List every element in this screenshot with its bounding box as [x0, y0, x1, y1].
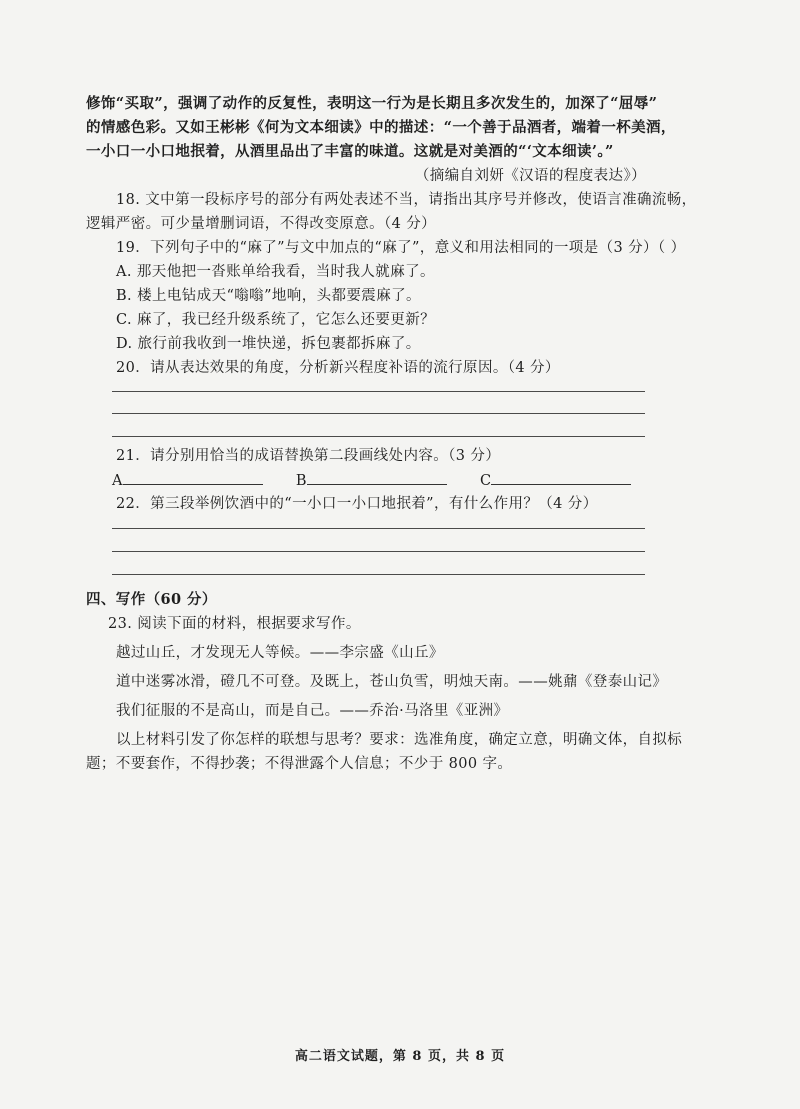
q23-quote-1: 越过山丘，才发现无人等候。——李宗盛《山丘》	[116, 645, 444, 661]
q20-answer-line-3[interactable]	[112, 436, 645, 437]
q19-option-a[interactable]: A. 那天他把一沓账单给我看，当时我人就麻了。	[116, 264, 435, 280]
q22-stem: 22．第三段举例饮酒中的“一小口一小口地抿着”，有什么作用？（4 分）	[116, 496, 598, 512]
q21-stem: 21．请分别用恰当的成语替换第二段画线处内容。（3 分）	[116, 448, 501, 464]
q22-answer-line-3[interactable]	[112, 574, 645, 575]
q21-label-b: B	[295, 473, 307, 489]
passage-line-3: 一小口一小口地抿着，从酒里品出了丰富的味道。这就是对美酒的“‘文本细读’。”	[86, 143, 614, 160]
q18-line-2: 逻辑严密。可少量增删词语，不得改变原意。（4 分）	[86, 216, 437, 232]
passage-line-1: 修饰“买取”，强调了动作的反复性，表明这一行为是长期且多次发生的，加深了“屈辱”	[86, 95, 658, 112]
q20-stem: 20．请从表达效果的角度，分析新兴程度补语的流行原因。（4 分）	[116, 360, 560, 376]
q21-blank-b[interactable]	[307, 470, 447, 485]
q19-option-c[interactable]: C. 麻了，我已经升级系统了，它怎么还要更新？	[116, 312, 435, 328]
q18-line-1: 18. 文中第一段标序号的部分有两处表述不当，请指出其序号并修改，使语言准确流畅，	[116, 192, 697, 208]
q23-quote-2: 道中迷雾冰滑，磴几不可登。及既上，苍山负雪，明烛天南。——姚鼐《登泰山记》	[116, 674, 668, 690]
q19-option-d[interactable]: D. 旅行前我收到一堆快递，拆包裹都拆麻了。	[116, 336, 421, 352]
q21-label-c: C	[479, 473, 492, 489]
section-4-title: 四、写作（60 分）	[86, 591, 217, 608]
q19-option-b[interactable]: B. 楼上电钻成天“嗡嗡”地响，头都要震麻了。	[116, 288, 421, 304]
q21-blank-c[interactable]	[491, 470, 631, 485]
page-footer: 高二语文试题，第 8 页，共 8 页	[294, 1049, 506, 1064]
q20-answer-line-2[interactable]	[112, 413, 645, 414]
q23-quote-3: 我们征服的不是高山，而是自己。——乔治·马洛里《亚洲》	[116, 703, 509, 719]
q23-requirement-2: 题；不要套作，不得抄袭；不得泄露个人信息；不少于 800 字。	[86, 756, 513, 772]
q22-answer-line-1[interactable]	[112, 528, 645, 529]
q23-requirement-1: 以上材料引发了你怎样的联想与思考？要求：选准角度，确定立意，明确文体，自拟标	[116, 732, 683, 748]
q21-blank-a[interactable]	[123, 470, 263, 485]
q21-label-a: A	[112, 473, 123, 489]
q20-answer-line-1[interactable]	[112, 391, 645, 392]
q19-stem: 19．下列句子中的“麻了”与文中加点的“麻了”，意义和用法相同的一项是（3 分）（ ）	[116, 240, 686, 256]
passage-source: （摘编自刘妍《汉语的程度表达》）	[414, 168, 646, 184]
q23-stem: 23. 阅读下面的材料，根据要求写作。	[108, 616, 361, 632]
passage-line-2: 的情感色彩。又如王彬彬《何为文本细读》中的描述：“一个善于品酒者，端着一杯美酒，	[86, 119, 676, 136]
q21-blanks	[112, 470, 659, 491]
q22-answer-line-2[interactable]	[112, 551, 645, 552]
